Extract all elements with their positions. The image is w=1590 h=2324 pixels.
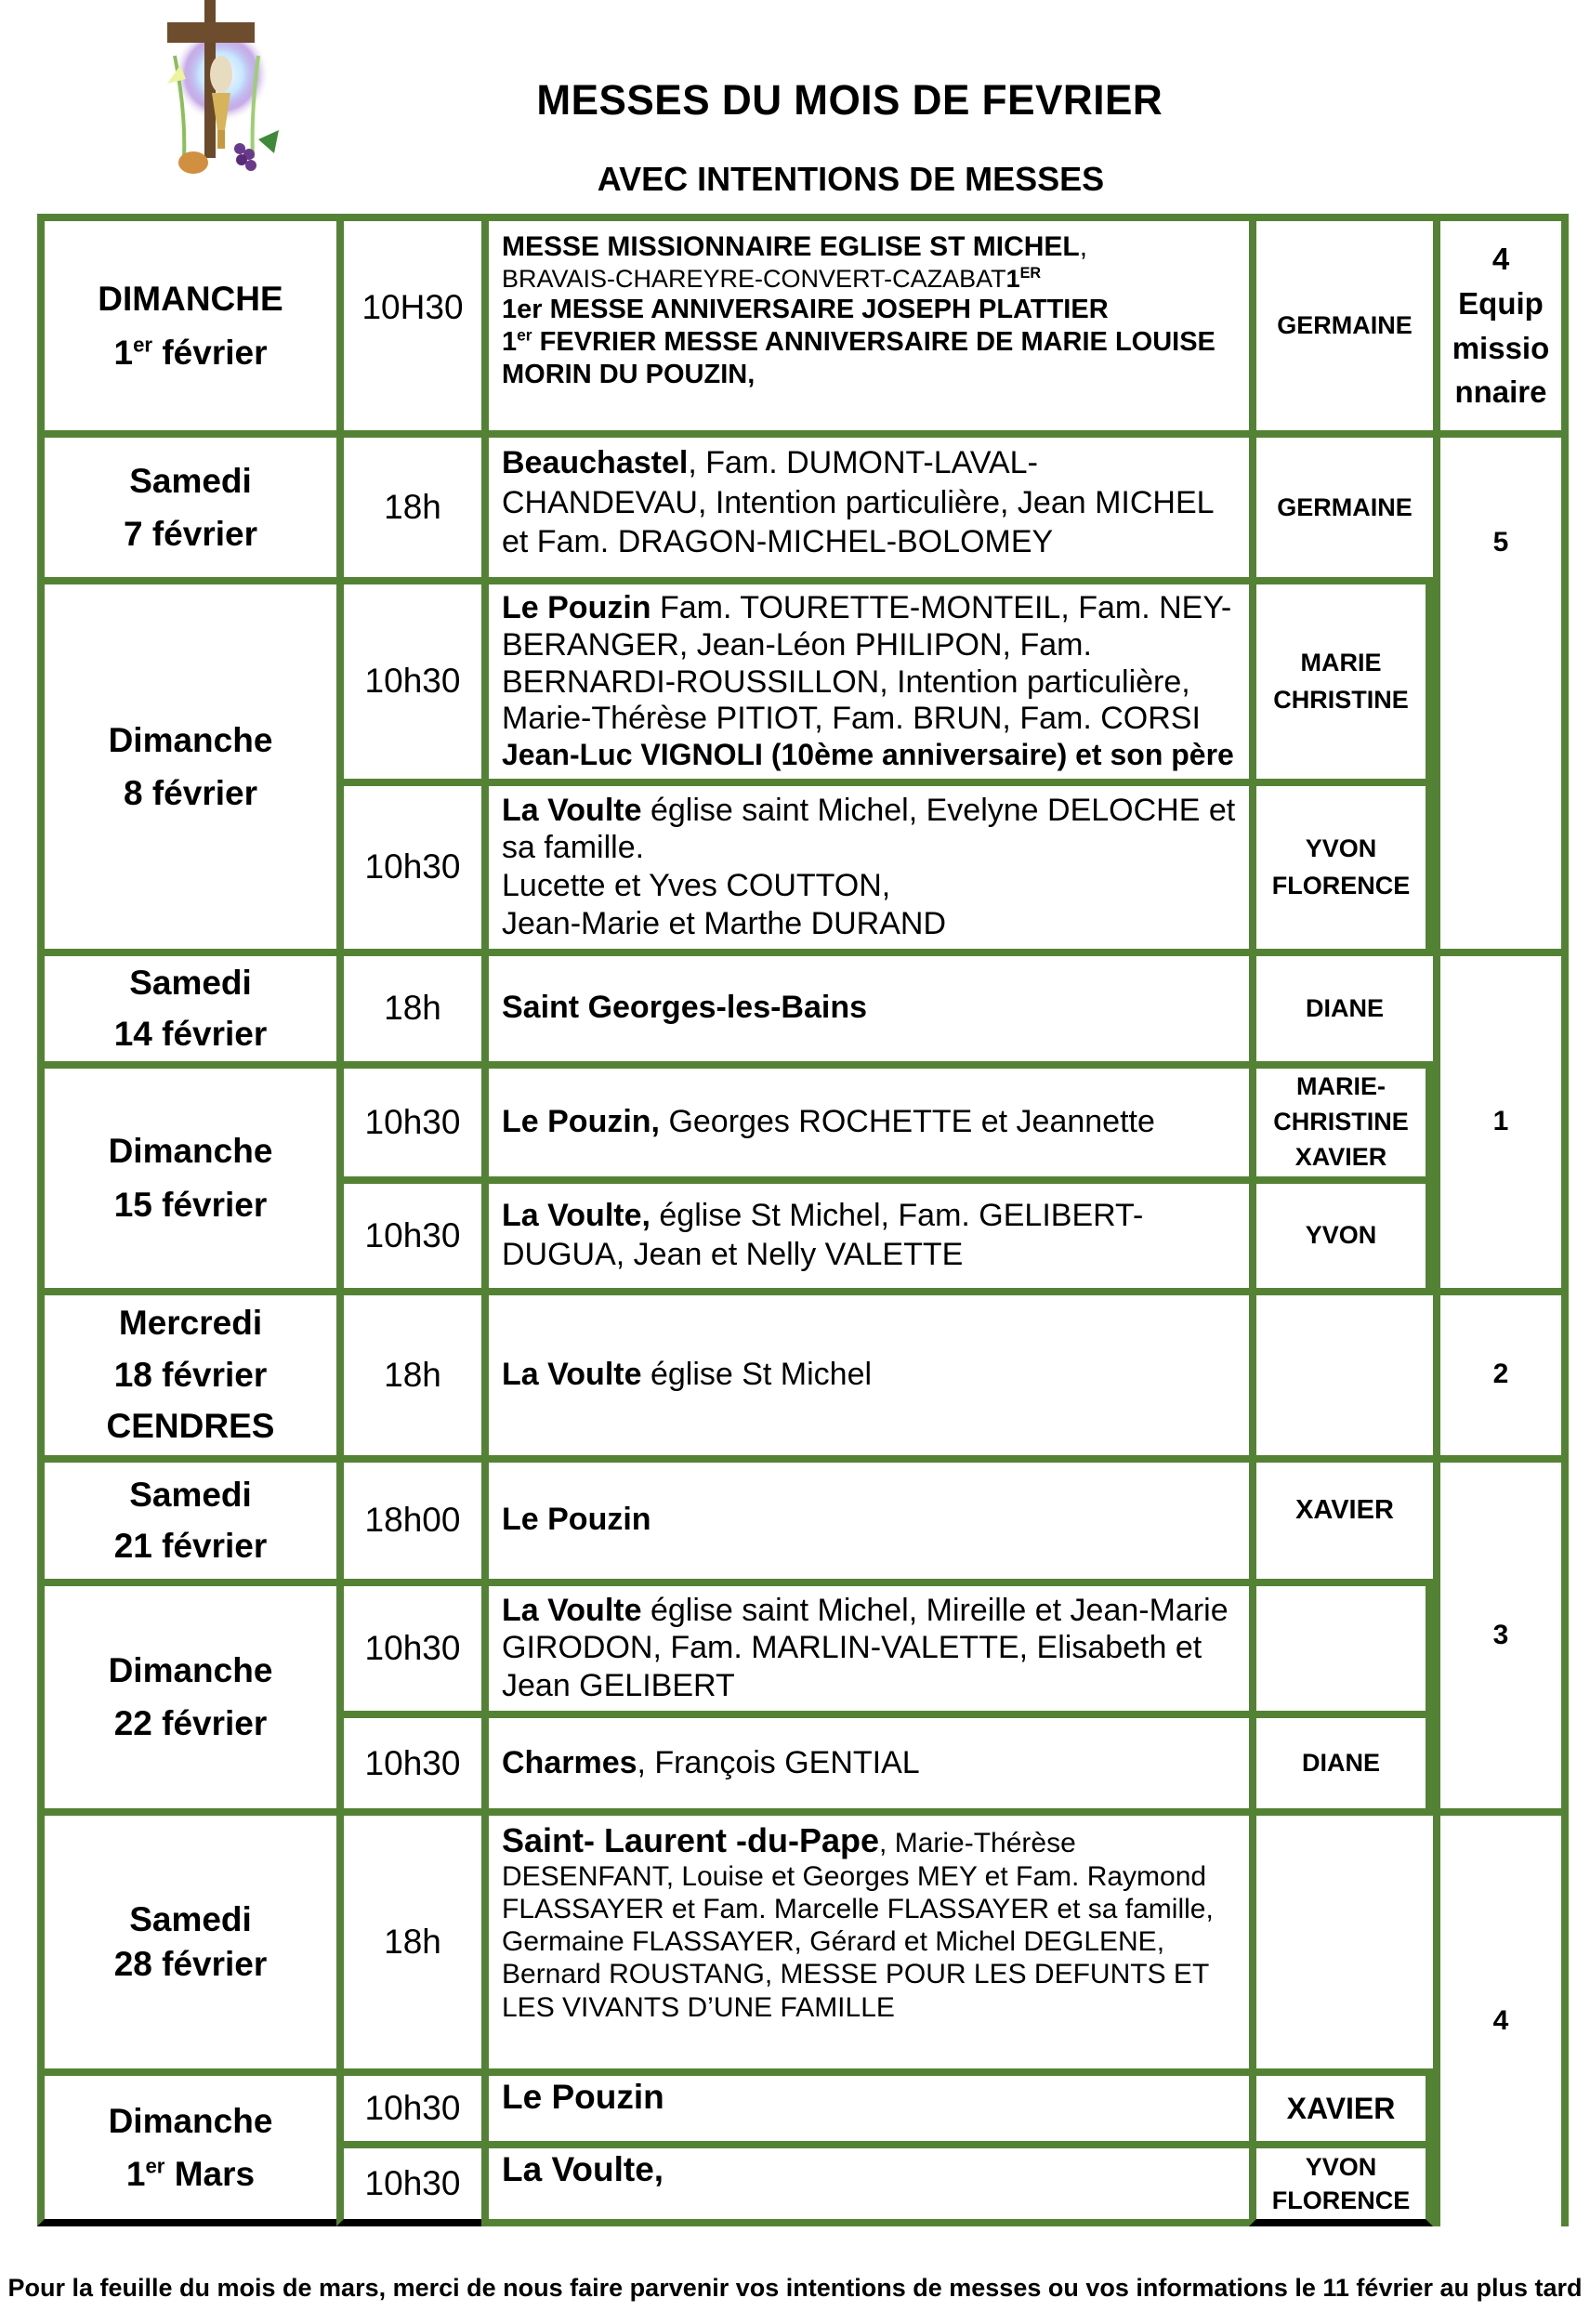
responsible-cell: MARIE CHRISTINE [1249, 577, 1433, 779]
day-cell: Mercredi 18 février CENDRES [37, 1288, 336, 1455]
time-cell: 10h30 [336, 2068, 481, 2141]
day-cell: Samedi 21 février [37, 1455, 336, 1579]
time-cell: 10h30 [336, 1061, 481, 1176]
intentions-cell: La Voulte église saint Michel, Evelyne DELOCHE et sa famille. Lucette et Yves COUTTON, Jean-Marie et Marthe DURAND [481, 779, 1249, 949]
table-row [37, 949, 1569, 1061]
team-cell: 2 [1433, 1288, 1569, 1455]
intentions-cell: Saint- Laurent -du-Pape, Marie-Thérèse DESENFANT, Louise et Georges MEY et Fam. Raymond FLASSAYER et Fam. Marcelle FLASSAYER et sa famille, Germaine FLASSAYER, Gérard et Michel DEGLENE, Bernard ROUSTANG, MESSE POUR LES DEFUNTS ET LES VIVANTS D’UNE FAMILLE [481, 1808, 1249, 2068]
responsible-cell: YVON FLORENCE [1249, 779, 1433, 949]
day-cell: Dimanche 15 février [37, 1061, 336, 1288]
table-row [37, 1455, 1569, 1579]
responsible-cell: YVON FLORENCE [1249, 2141, 1433, 2226]
responsible-cell [1249, 1579, 1433, 1711]
day-cell: Samedi 14 février [37, 949, 336, 1061]
responsible-cell [1249, 1288, 1433, 1455]
table-row [37, 577, 1569, 779]
responsible-cell: GERMAINE [1249, 430, 1433, 577]
responsible-cell: MARIE- CHRISTINE XAVIER [1249, 1061, 1433, 1176]
intentions-cell: Le Pouzin Fam. TOURETTE-MONTEIL, Fam. NEY-BERANGER, Jean-Léon PHILIPON, Fam. BERNARDI-ROUSSILLON, Intention particulière, Marie-Thérèse PITIOT, Fam. BRUN, Fam. CORSI Jean-Luc VIGNOLI (10ème anniversaire) et son père [481, 577, 1249, 779]
intentions-cell: La Voulte église saint Michel, Mireille et Jean-Marie GIRODON, Fam. MARLIN-VALETTE, Elisabeth et Jean GELIBERT [481, 1579, 1249, 1711]
table-row [37, 2068, 1569, 2141]
time-cell: 18h00 [336, 1455, 481, 1579]
table-row [37, 1579, 1569, 1711]
table-row [37, 214, 1569, 430]
time-cell: 10h30 [336, 577, 481, 779]
day-cell [37, 214, 336, 430]
intentions-cell: Saint Georges-les-Bains [481, 949, 1249, 1061]
team-cell: 4 [1433, 1808, 1569, 2226]
day-cell: Dimanche 8 février [37, 577, 336, 949]
day-name: DIMANCHE [98, 280, 283, 319]
responsible-cell: XAVIER [1249, 1455, 1433, 1579]
time-cell: 10H30 [336, 214, 481, 430]
time-cell: 10h30 [336, 1711, 481, 1808]
time-cell: 18h [336, 430, 481, 577]
table-row [37, 1288, 1569, 1455]
intentions-cell: MESSE MISSIONNAIRE EGLISE ST MICHEL, BRAVAIS-CHAREYRE-CONVERT-CAZABAT1ER 1er MESSE ANNIVERSAIRE JOSEPH PLATTIER 1er FEVRIER MESSE ANNIVERSAIRE DE MARIE LOUISE MORIN DU POUZIN, [481, 214, 1249, 430]
responsible-cell: YVON [1249, 1176, 1433, 1288]
responsible-cell: GERMAINE [1249, 214, 1433, 430]
day-cell: Dimanche 22 février [37, 1579, 336, 1808]
intentions-cell: La Voulte église St Michel [481, 1288, 1249, 1455]
intentions-cell: La Voulte, [481, 2141, 1249, 2226]
time-cell: 10h30 [336, 2141, 481, 2226]
day-cell: Samedi 7 février [37, 430, 336, 577]
intentions-cell: Le Pouzin [481, 2068, 1249, 2141]
mass-schedule-table [37, 214, 1569, 2226]
page-title: MESSES DU MOIS DE FEVRIER [536, 76, 1163, 124]
responsible-cell: XAVIER [1249, 2068, 1433, 2141]
page-subtitle: AVEC INTENTIONS DE MESSES [597, 160, 1105, 198]
team-cell: 3 [1433, 1455, 1569, 1808]
day-cell: Dimanche 1er Mars [37, 2068, 336, 2226]
team-cell: 4 Equip missio nnaire [1433, 214, 1569, 430]
date-label: 1er février [113, 333, 268, 372]
responsible-cell: DIANE [1249, 949, 1433, 1061]
intentions-cell: Le Pouzin, Georges ROCHETTE et Jeannette [481, 1061, 1249, 1176]
intentions-cell: Le Pouzin [481, 1455, 1249, 1579]
responsible-cell [1249, 1808, 1433, 2068]
time-cell: 10h30 [336, 779, 481, 949]
intentions-cell: Beauchastel, Fam. DUMONT-LAVAL-CHANDEVAU, Intention particulière, Jean MICHEL et Fam. DRAGON-MICHEL-BOLOMEY [481, 430, 1249, 577]
table-row [37, 1808, 1569, 2068]
footer-note: Pour la feuille du mois de mars, merci de nous faire parvenir vos intentions de messes ou vos informations le 11 février au plus tard [7, 2274, 1583, 2302]
team-cell: 1 [1433, 949, 1569, 1288]
time-cell: 18h [336, 1288, 481, 1455]
responsible-cell: DIANE [1249, 1711, 1433, 1808]
team-cell: 5 [1433, 430, 1569, 949]
intentions-cell: La Voulte, église St Michel, Fam. GELIBERT-DUGUA, Jean et Nelly VALETTE [481, 1176, 1249, 1288]
time-cell: 18h [336, 949, 481, 1061]
time-cell: 10h30 [336, 1176, 481, 1288]
time-cell: 10h30 [336, 1579, 481, 1711]
intentions-cell: Charmes, François GENTIAL [481, 1711, 1249, 1808]
table-row [37, 430, 1569, 577]
time-cell: 18h [336, 1808, 481, 2068]
day-cell: Samedi 28 février [37, 1808, 336, 2068]
table-row [37, 1061, 1569, 1176]
